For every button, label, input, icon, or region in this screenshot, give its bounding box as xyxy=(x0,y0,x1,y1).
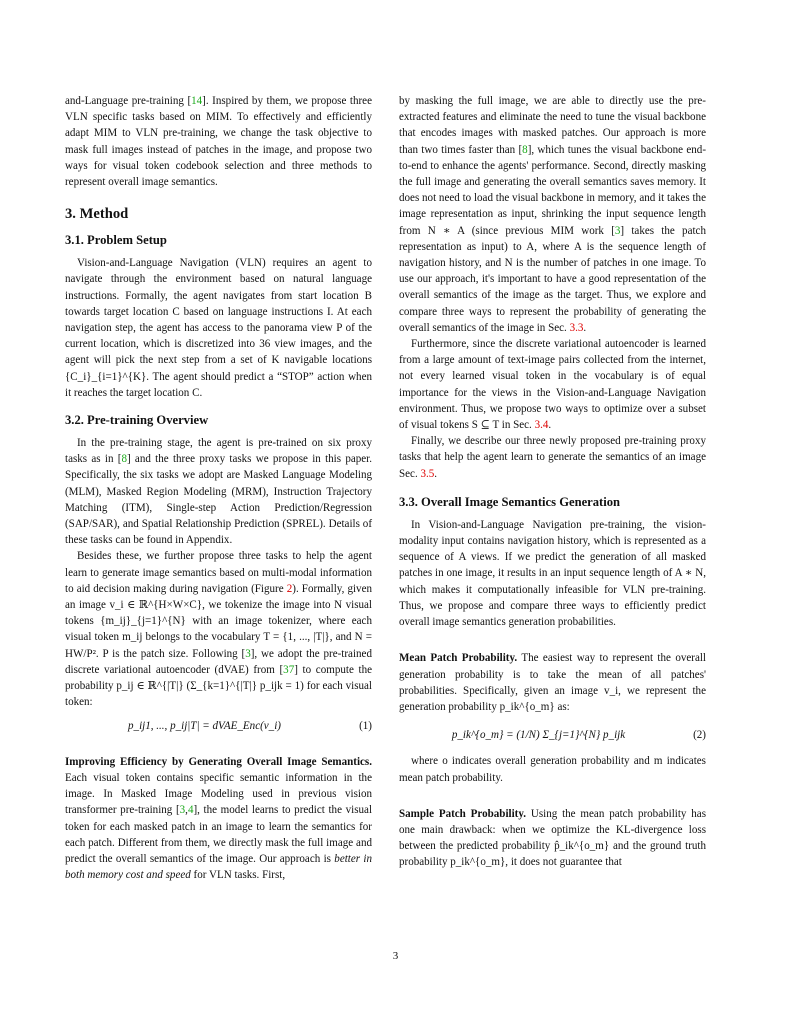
furthermore-paragraph: Furthermore, since the discrete variational autoencoder is learned from a large amount of text-image pairs collected from the internet, not every learned visual token in the vocabulary is of equal importance for the views in the Vision-and-Language Navigation environment. Thus, we propose two ways to optimize over a subset of visual tokens S ⊆ T in Sec. 3.4. xyxy=(399,338,706,432)
sample-patch-paragraph: Sample Patch Probability. Using the mean patch probability has one main drawback: when we optimize the KL-divergence loss between the predicted probability p̂_ik^{o_m} and the ground truth probability p_ik^{o_m}, it does not guarantee that xyxy=(399,807,706,869)
equation-1 xyxy=(65,718,372,734)
citation-link[interactable]: 3 xyxy=(245,647,251,660)
subsection-heading-pretraining-overview: 3.2. Pre-training Overview xyxy=(65,413,209,428)
page-number: 3 xyxy=(392,950,399,962)
emphasis-text: better in both memory cost and speed xyxy=(65,852,372,882)
section-heading-method: 3. Method xyxy=(65,206,129,223)
equation-1-body: p_ij1, ..., p_ij|T| = dVAE_Enc(v_i) xyxy=(128,719,281,732)
where-paragraph: where o indicates overall generation probability and m indicates mean patch probability. xyxy=(399,755,706,784)
citation-link[interactable]: 8 xyxy=(522,143,528,156)
citation-link[interactable]: 3 xyxy=(179,804,186,817)
paragraph-heading: Sample Patch Probability. xyxy=(399,807,527,820)
citation-link[interactable]: 3 xyxy=(614,224,621,237)
citation-link[interactable]: 14 xyxy=(191,95,203,107)
left-column xyxy=(65,93,372,883)
subsection-heading-problem-setup: 3.1. Problem Setup xyxy=(65,233,167,248)
improving-efficiency-paragraph: Improving Efficiency by Generating Overall Image Semantics. Each visual token contains specific semantic information in the image. In Masked Image Modeling used in previous vision transformer pre-training [3,4], the model learns to predict the visual token for each masked patch in an image to learn the semantics for each patch. Different from them, we directly mask the full image and predict the overall semantics of the image. Our approach is better in both memory cost and speed for VLN tasks. First, xyxy=(65,755,373,882)
equation-2-body: p_ik^{o_m} = (1/N) Σ_{j=1}^{N} p_ijk xyxy=(451,729,626,742)
equation-1-number: (1) xyxy=(359,719,372,732)
finally-paragraph: Finally, we describe our three newly proposed pre-training proxy tasks that help the agent learn to generate the semantics of an image Sec. 3.5. xyxy=(399,435,706,480)
equation-2-number: (2) xyxy=(693,729,706,742)
paragraph-heading: Improving Efficiency by Generating Overall Image Semantics. xyxy=(65,755,372,768)
mean-patch-paragraph: Mean Patch Probability. The easiest way to represent the overall generation probability is to take the mean of all patches' probabilities. Specifically, given an image v_i, we represent the generation probability p_ik^{o_m} as: xyxy=(399,652,706,713)
intro-paragraph: and-Language pre-training [14]. Inspired by them, we propose three VLN specific tasks based on MIM. To effectively and efficiently adapt MIM to VLN pre-training, we change the task objective to mask full images instead of patches in the image, and propose two ways for visual token codebook selection and three methods to represent overall image semantics. xyxy=(65,95,372,189)
overall-semantics-paragraph: In Vision-and-Language Navigation pre-training, the vision-modality input contains navigation history, which is represented as a sequence of A views. If we predict the generation of all masked patches in one image, it results in an input sequence length of A ∗ N, which makes it computationally infeasible for VLN pre-training. Thus, we propose and compare three ways to efficiently predict overall image semantics generation probabilities. xyxy=(399,518,706,629)
subsection-heading-overall-semantics: 3.3. Overall Image Semantics Generation xyxy=(399,494,621,509)
continuation-paragraph: by masking the full image, we are able to directly use the pre-extracted features and eliminate the need to tune the visual backbone that encodes images with masked patches. Our approach is more than two times faster than [8], which tunes the visual backbone end-to-end to enhance the agents' performance. Second, directly masking the full image and generating the overall semantics saves memory. It does not need to load the visual backbone in memory, and it takes the image representation as input, shrinking the input sequence length from N ∗ A (since previous MIM work [3] takes the patch representation as input) to A, where A is the sequence length of navigation history, and N is the number of patches in one image. To use our approach, it's important to have a good representation of the overall semantics of the image as the target. Thus, we explore and compare three ways to represent the probability of generating the overall semantics of the image in Sec. 3.3. xyxy=(399,95,706,334)
pretraining-paragraph-1: In the pre-training stage, the agent is pre-trained on six proxy tasks as in [8] and the three proxy tasks we propose in this paper. Specifically, the six tasks we adopt are Masked Language Modeling (MLM), Masked Region Modeling (MRM), Instruction Trajectory Matching (ITM), Single-step Action Prediction/Regression (SAP/SAR), and Spatial Relationship Prediction (SPREL). Details of these tasks can be found in Appendix. xyxy=(65,437,372,547)
citation-link[interactable]: 8 xyxy=(121,453,127,466)
paragraph-heading: Mean Patch Probability. xyxy=(399,652,518,665)
citation-link[interactable]: 37 xyxy=(283,663,295,676)
equation-2 xyxy=(399,727,706,743)
right-column xyxy=(399,93,706,871)
section-link[interactable]: 3.5 xyxy=(420,467,435,480)
problem-setup-paragraph: Vision-and-Language Navigation (VLN) requires an agent to navigate through the environment based on natural language instructions. Formally, the agent navigates from start location B towards target location C based on language instructions I. At each navigation step, the agent has access to the panorama view P of the current location, which is discretized into 36 view images, and the agent will pick the next step from a set of K navigable locations {C_i}_{i=1}^{K}. The agent should predict a “STOP” action when it reaches the target location C. xyxy=(65,257,372,399)
figure-link[interactable]: 2 xyxy=(286,582,293,595)
citation-link[interactable]: 4 xyxy=(187,804,194,817)
section-link[interactable]: 3.3 xyxy=(569,321,584,334)
pretraining-paragraph-2: Besides these, we further propose three tasks to help the agent learn to generate image semantics based on multi-modal information to aid decision making during navigation (Figure 2). Formally, given an image v_i ∈ ℝ^{H×W×C}, we tokenize the image into N visual tokens {m_ij}_{j=1}^{N} with an image tokenizer, where each visual token m_ij belongs to the vocabulary T = {1, ..., |T|}, and N = HW/P². P is the patch size. Following [3], we adopt the pre-trained discrete variational autoencoder (dVAE) from [37] to compute the probability p_ij ∈ ℝ^{|T|} (Σ_{k=1}^{|T|} p_ijk = 1) for each visual token: xyxy=(65,550,372,709)
section-link[interactable]: 3.4 xyxy=(534,419,549,432)
